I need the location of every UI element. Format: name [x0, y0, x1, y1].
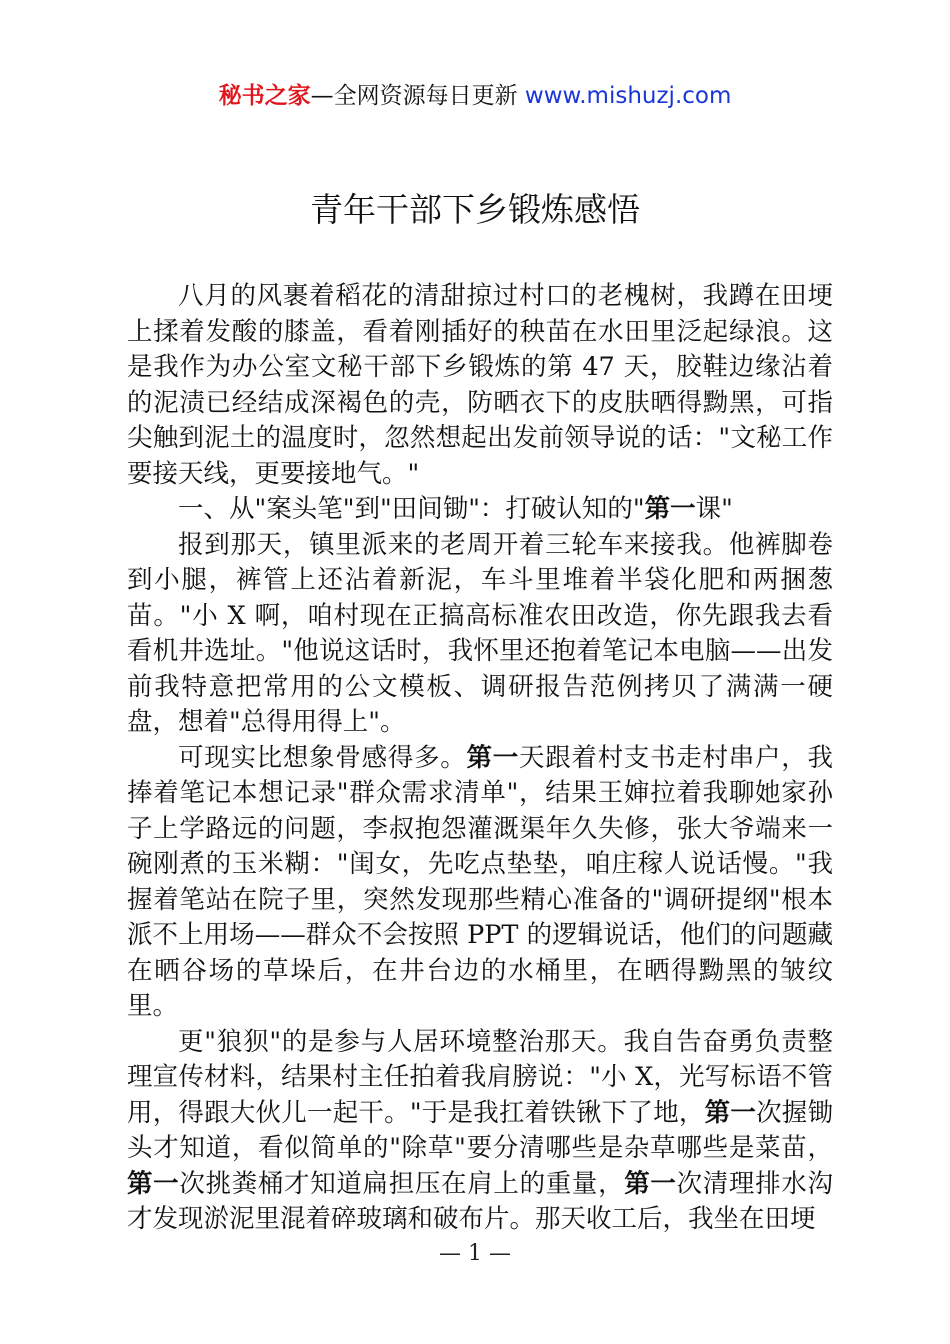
- page-header: [0, 80, 950, 112]
- bold-text: 第一: [704, 1097, 757, 1128]
- document-body: [127, 279, 833, 1238]
- bold-text: 第一: [127, 1168, 180, 1199]
- bold-text: 第一: [624, 1168, 677, 1199]
- paragraph-text: 次清理排水沟才发现淤泥里混着碎玻璃和破布片。那天收工后，我坐在田埂: [127, 1168, 833, 1234]
- bold-text: 第一: [466, 742, 519, 773]
- paragraph-text: 一、从"案头笔"到"田间锄"：打破认知的": [178, 494, 645, 524]
- bold-text: 第一: [644, 494, 696, 524]
- paragraph-text: 次挑粪桶才知道扁担压在肩上的重量，: [179, 1168, 625, 1199]
- body-paragraph: [127, 528, 833, 741]
- paragraph-text: 可现实比想象骨感得多。: [178, 742, 467, 773]
- section-heading: [127, 492, 833, 528]
- document-title: 青年干部下乡锻炼感悟: [310, 190, 640, 229]
- page-number: — 1 —: [439, 1241, 511, 1266]
- body-paragraph: [127, 1025, 833, 1238]
- paragraph-text: 报到那天，镇里派来的老周开着三轮车来接我。他裤脚卷到小腿，裤管上还沾着新泥，车斗里堆着半袋化肥和两捆葱苗。"小 X 啊，咱村现在正搞高标准农田改造，你先跟我去看看机井选址。"他说这话时，我怀里还抱着笔记本电脑——出发前我特意把常用的公文模板、调研报告范例拷贝了满满一硬盘，想着"总得用得上"。: [127, 529, 833, 737]
- paragraph-text: 八月的风裹着稻花的清甜掠过村口的老槐树，我蹲在田埂上揉着发酸的膝盖，看着刚插好的秧苗在水田里泛起绿浪。这是我作为办公室文秘干部下乡锻炼的第 47 天，胶鞋边缘沾着的泥渍已经结成深褐色的壳，防晒衣下的皮肤晒得黝黑，可指尖触到泥土的温度时，忽然想起出发前领导说的话："文秘工作要接天线，更要接地气。": [127, 281, 833, 489]
- paragraph-text: 次握锄头才知道，看似简单的"除草"要分清哪些是杂草哪些是菜苗，: [127, 1097, 833, 1163]
- paragraph-text: 天跟着村支书走村串户，我捧着笔记本想记录"群众需求清单"，结果王婶拉着我聊她家孙子上学路远的问题，李叔抱怨灌溉渠年久失修，张大爷端来一碗刚煮的玉米糊："闺女，先吃点垫垫，咱庄稼人说话慢。"我握着笔站在院子里，突然发现那些精心准备的"调研提纲"根本派不上用场——群众不会按照 PPT 的逻辑说话，他们的问题藏在晒谷场的草垛后，在井台边的水桶里，在晒得黝黑的皱纹里。: [127, 742, 833, 1021]
- body-paragraph: [127, 279, 833, 492]
- paragraph-text: 更"狼狈"的是参与人居环境整治那天。我自告奋勇负责整理宣传材料，结果村主任拍着我肩膀说："小 X，光写标语不管用，得跟大伙儿一起干。"于是我扛着铁锹下了地，: [127, 1026, 833, 1128]
- header-url-link[interactable]: www.mishuzj.com: [524, 83, 732, 109]
- header-brand: 秘书之家: [218, 83, 311, 109]
- body-paragraph: [127, 741, 833, 1025]
- paragraph-text: 课": [695, 494, 733, 524]
- header-slogan: —全网资源每日更新: [310, 83, 525, 109]
